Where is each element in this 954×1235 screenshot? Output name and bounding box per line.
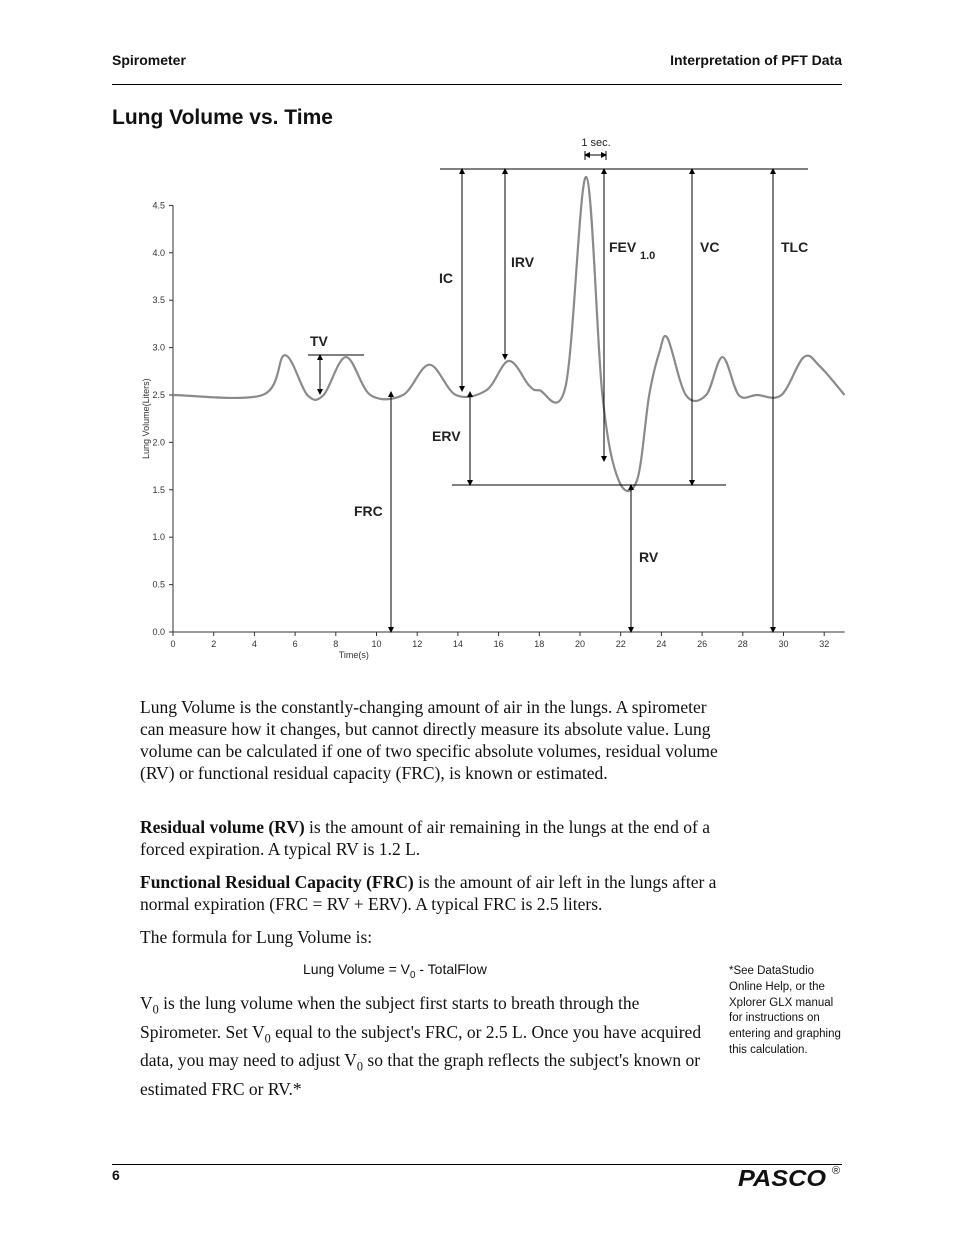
x-tick-label: 22 <box>615 639 626 649</box>
chart-curve <box>173 177 845 491</box>
paragraph-residual-volume-text: is the amount of air remaining in the lungs at the end of a forced expiration. A typical RV is 1.2 L. <box>140 817 710 859</box>
scale-label: 1 sec. <box>581 137 611 149</box>
y-tick-label: 2.5 <box>152 390 165 400</box>
ic-label: IC <box>439 270 453 286</box>
x-tick-label: 6 <box>292 639 298 649</box>
x-tick-label: 14 <box>452 639 463 649</box>
tlc-label: TLC <box>781 239 809 255</box>
page-number: 6 <box>112 1167 120 1183</box>
footer-rule <box>112 1164 842 1165</box>
volume-curve <box>173 177 845 491</box>
x-tick-label: 26 <box>697 639 708 649</box>
registered-mark: ® <box>832 1165 841 1177</box>
paragraph-frc-text: is the amount of air left in the lungs after a normal expiration (FRC = RV + ERV). A typical FRC is 2.5 liters. <box>140 872 717 914</box>
p5-a: V <box>140 993 153 1013</box>
p5-d: so that the graph reflects the subject's known or estimated FRC or RV.* <box>140 1050 701 1099</box>
p5-sub3: 0 <box>356 1059 364 1074</box>
chart-axes <box>141 200 845 660</box>
tv-label: TV <box>310 333 328 349</box>
y-tick-label: 4.5 <box>152 200 165 211</box>
section-title: Lung Volume vs. Time <box>112 106 333 129</box>
x-tick-label: 2 <box>211 639 217 649</box>
formula <box>303 961 487 981</box>
pasco-logo <box>736 1167 828 1189</box>
term-frc: Functional Residual Capacity (FRC) <box>140 872 414 892</box>
y-tick-label: 3.5 <box>152 295 165 306</box>
frc-label: FRC <box>354 503 383 519</box>
y-tick-label: 0.0 <box>152 627 165 637</box>
pasco-logo-text: PASCO <box>738 1167 827 1189</box>
fev-subscript-label: 1.0 <box>640 250 656 262</box>
x-tick-label: 16 <box>493 639 504 649</box>
y-tick-label: 3.0 <box>152 342 165 353</box>
p5-sub1: 0 <box>152 1002 159 1017</box>
y-tick-label: 1.5 <box>152 484 165 495</box>
x-tick-label: 10 <box>371 639 382 649</box>
x-tick-label: 8 <box>333 639 339 649</box>
irv-label: IRV <box>511 254 535 270</box>
paragraph-residual-volume <box>140 816 720 860</box>
p5-c: equal to the subject's FRC, or 2.5 L. Once you have acquired data, you may need to adjust V <box>140 1021 702 1070</box>
x-tick-label: 24 <box>656 639 667 649</box>
paragraph-formula-intro: The formula for Lung Volume is: <box>140 927 373 947</box>
x-tick-label: 28 <box>737 639 748 649</box>
running-header-right: Interpretation of PFT Data <box>670 52 842 68</box>
running-header-left: Spirometer <box>112 52 186 68</box>
formula-subscript: 0 <box>410 969 416 981</box>
x-tick-label: 18 <box>534 639 545 649</box>
paragraph-lung-volume: Lung Volume is the constantly-changing amount of air in the lungs. A spirometer can measure how it changes, but cannot directly measure its absolute value. Lung volume can be calculated if one of two specific absolute volumes, residual volume (RV) or functional residual capacity (FRC), is known or estimated. <box>140 697 718 783</box>
fev-label: FEV <box>609 239 637 255</box>
y-tick-label: 2.0 <box>152 437 165 448</box>
x-tick-label: 20 <box>574 639 586 649</box>
side-note: *See DataStudio Online Help, or the Xplorer GLX manual for instructions on entering and graphing this calculation. <box>729 965 841 1056</box>
x-tick-label: 0 <box>170 639 176 649</box>
x-tick-label: 30 <box>778 639 789 649</box>
p5-sub2: 0 <box>264 1031 271 1045</box>
y-tick-label: 1.0 <box>152 532 165 543</box>
x-tick-label: 12 <box>412 639 423 649</box>
paragraph-v0 <box>140 992 720 1100</box>
erv-label: ERV <box>432 428 461 444</box>
formula-right: - TotalFlow <box>415 961 487 977</box>
paragraph-frc <box>140 871 720 915</box>
formula-left: Lung Volume = V <box>303 961 411 977</box>
rv-label: RV <box>639 549 659 565</box>
vc-label: VC <box>700 239 720 255</box>
term-residual-volume: Residual volume (RV) <box>140 817 305 837</box>
p5-b: is the lung volume when the subject first starts to breath through the Spirometer. Set V <box>140 993 640 1042</box>
y-axis-label: Lung Volume(Liters) <box>141 378 151 459</box>
x-axis-label: Time(s) <box>338 650 369 660</box>
x-tick-label: 32 <box>819 639 830 649</box>
x-tick-label: 4 <box>251 639 257 649</box>
y-tick-label: 0.5 <box>152 579 165 590</box>
y-tick-label: 4.0 <box>152 247 165 258</box>
